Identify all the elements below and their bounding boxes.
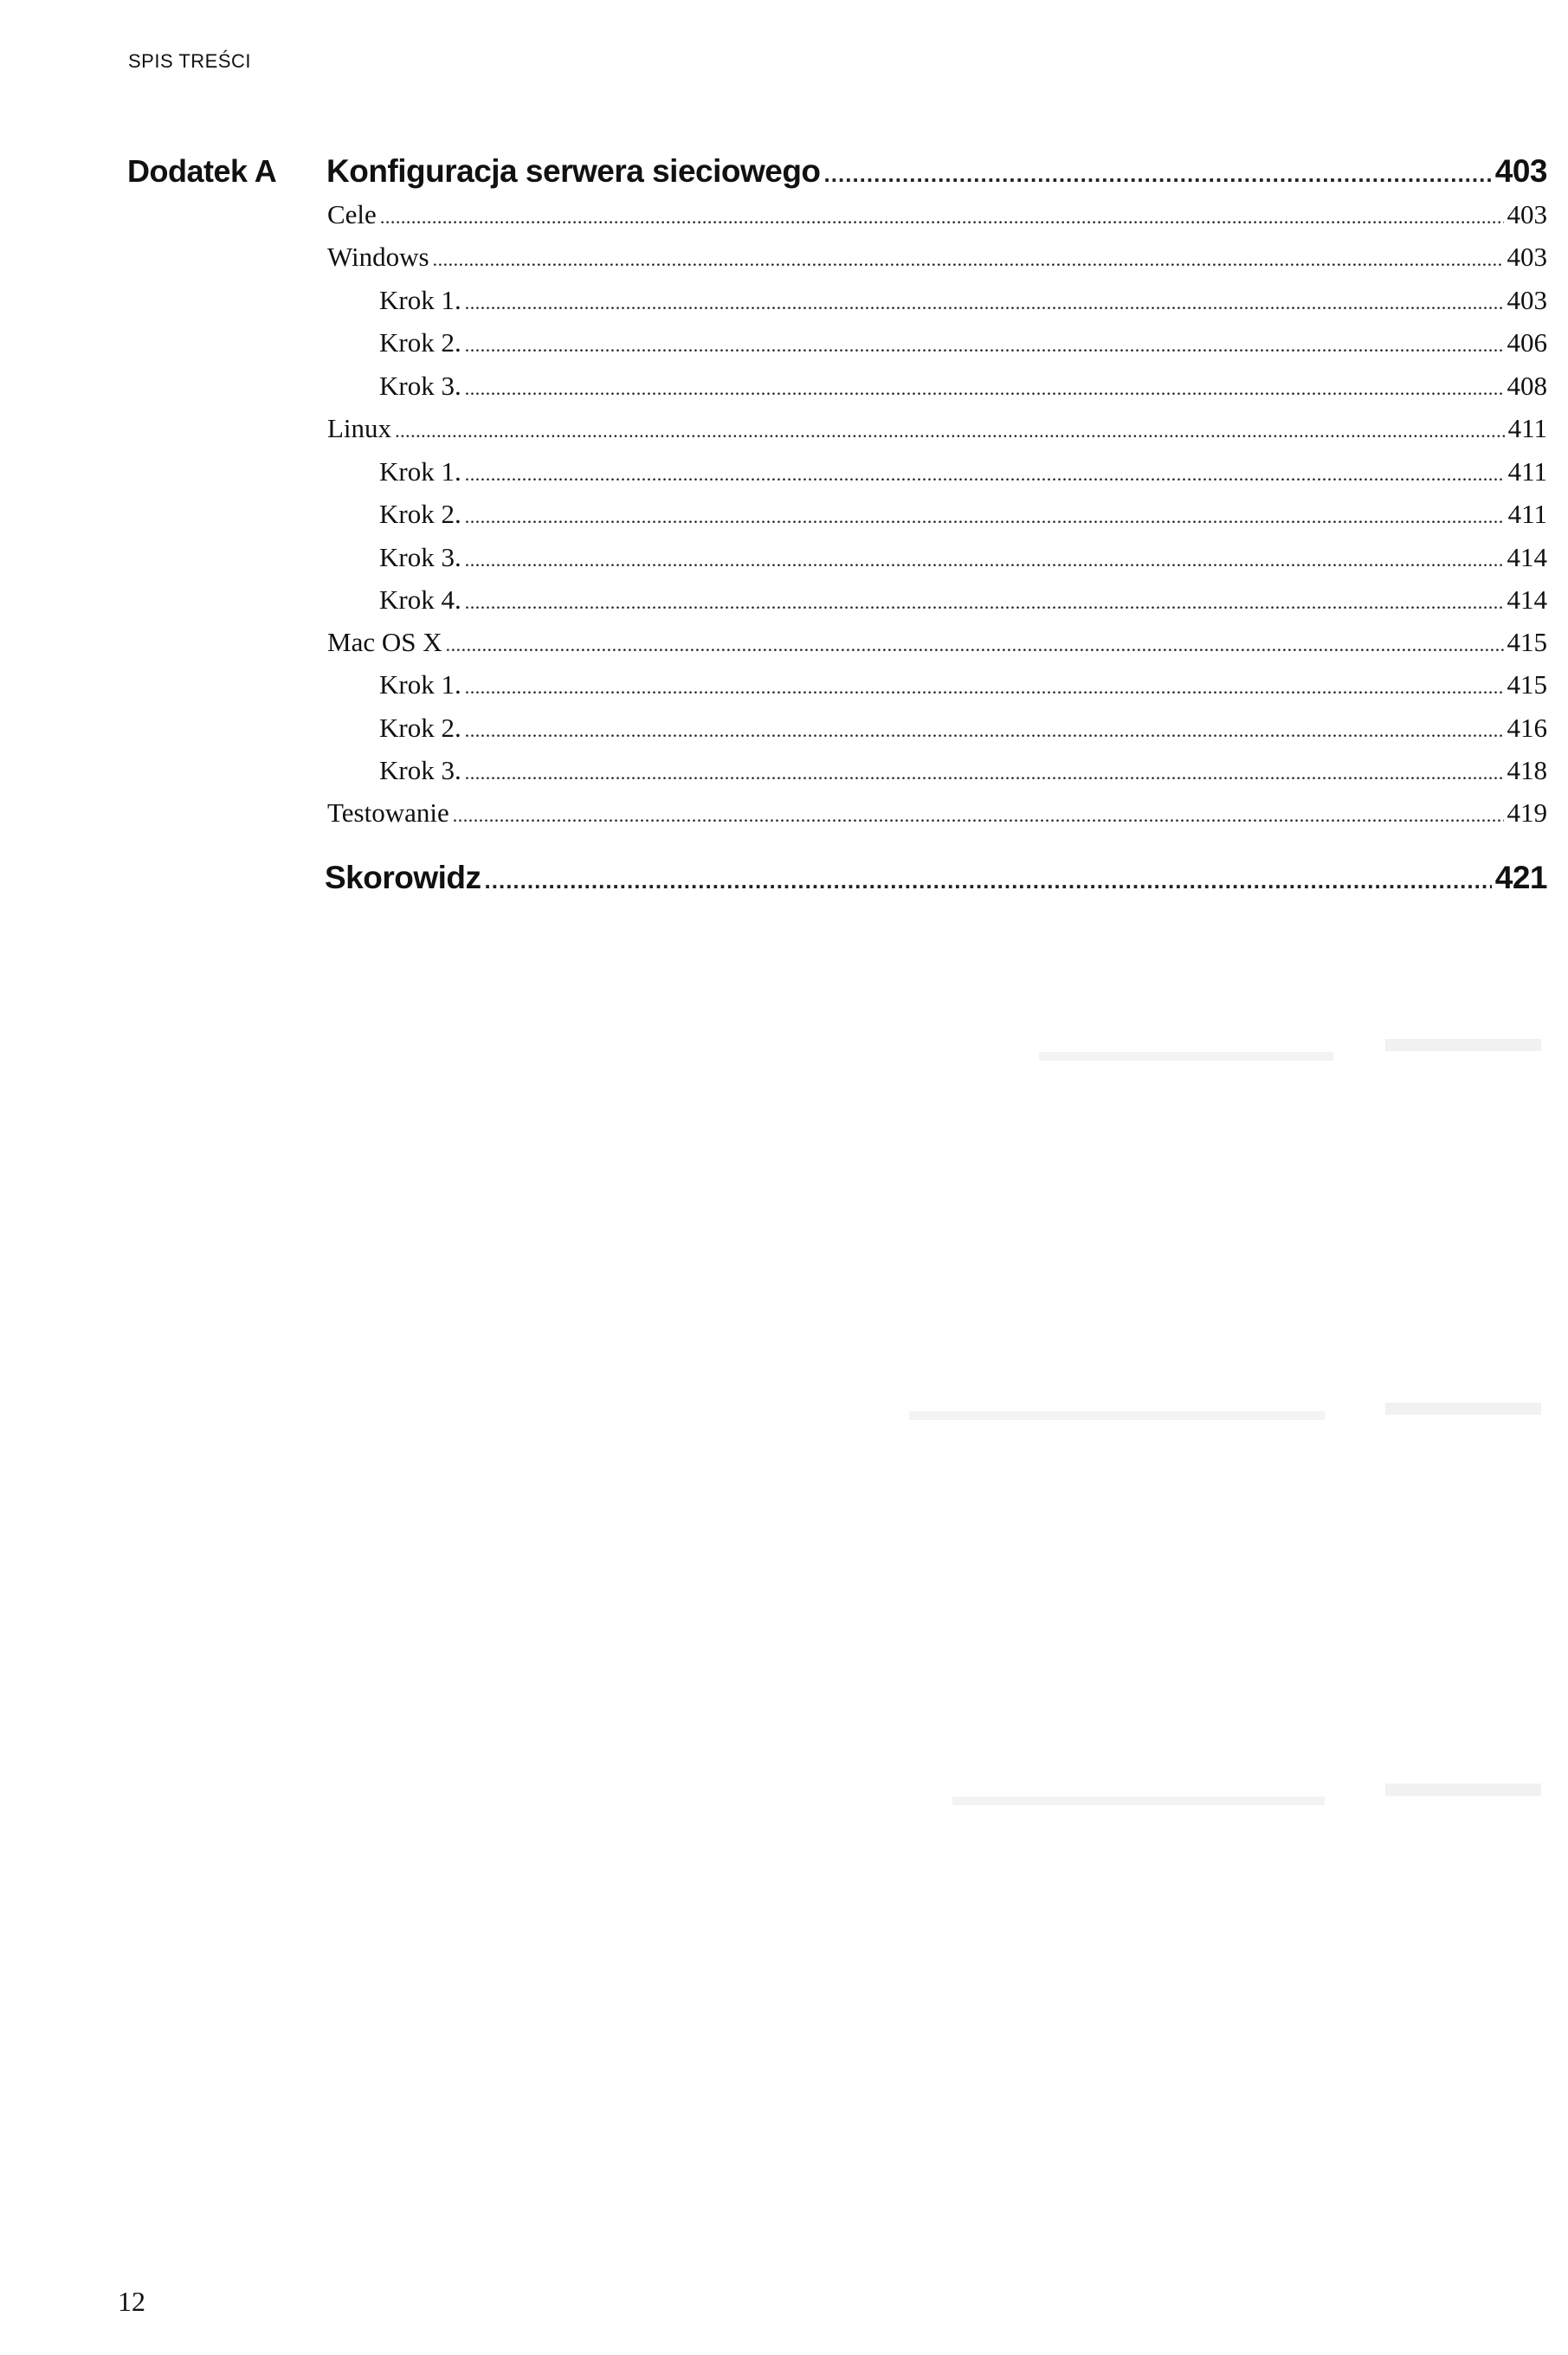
toc-entry-label: Krok 1. bbox=[379, 669, 461, 700]
toc-entry-label: Krok 2. bbox=[379, 713, 461, 743]
toc-entry-label: Krok 1. bbox=[379, 285, 461, 315]
toc-page-number: 418 bbox=[1507, 755, 1547, 785]
leader-dots bbox=[465, 762, 1504, 784]
toc-page-number: 411 bbox=[1507, 413, 1547, 443]
leader-dots bbox=[465, 292, 1504, 314]
toc-subentry[interactable] bbox=[379, 713, 1547, 744]
toc-page-number: 411 bbox=[1507, 499, 1547, 529]
toc-entry[interactable] bbox=[327, 627, 1547, 658]
page-number: 12 bbox=[118, 2286, 145, 2317]
toc-subentry[interactable] bbox=[379, 456, 1547, 487]
toc-entry-label: Krok 1. bbox=[379, 456, 461, 487]
toc-subentry[interactable] bbox=[379, 542, 1547, 573]
toc-page-number: 408 bbox=[1507, 371, 1547, 401]
toc-entry-label: Krok 3. bbox=[379, 755, 461, 785]
toc-index-title: Skorowidz bbox=[325, 860, 481, 895]
leader-dots bbox=[465, 506, 1505, 528]
toc-entry-label: Krok 4. bbox=[379, 584, 461, 615]
leader-dots bbox=[465, 463, 1505, 486]
toc-page-number: 403 bbox=[1494, 153, 1547, 189]
toc-page-number: 403 bbox=[1507, 242, 1547, 272]
leader-dots bbox=[446, 634, 1504, 656]
toc-page-number: 403 bbox=[1507, 199, 1547, 229]
toc-entry-label: Windows bbox=[327, 242, 429, 272]
bleed-mark bbox=[1039, 1052, 1333, 1061]
toc-subentry[interactable] bbox=[379, 755, 1547, 786]
leader-dots bbox=[465, 549, 1504, 571]
toc-section-title: Konfiguracja serwera sieciowego bbox=[326, 153, 821, 189]
toc-page-number: 411 bbox=[1507, 456, 1547, 487]
toc-entry-label: Cele bbox=[327, 199, 377, 229]
leader-dots bbox=[453, 804, 1504, 827]
running-head: SPIS TREŚCI bbox=[128, 50, 252, 72]
toc-subentry[interactable] bbox=[379, 499, 1547, 530]
leader-dots bbox=[380, 206, 1504, 229]
toc-page-number: 414 bbox=[1507, 542, 1547, 572]
leader-dots bbox=[824, 161, 1492, 188]
toc-page-number: 419 bbox=[1507, 797, 1547, 828]
toc-entry[interactable] bbox=[327, 797, 1547, 829]
bleed-mark bbox=[1385, 1039, 1541, 1051]
toc-entry-label: Linux bbox=[327, 413, 392, 443]
toc-subentry[interactable] bbox=[379, 285, 1547, 316]
toc-page-number: 403 bbox=[1507, 285, 1547, 315]
leader-dots bbox=[485, 868, 1492, 894]
leader-dots bbox=[465, 377, 1504, 400]
bleed-mark bbox=[909, 1411, 1325, 1420]
toc-subentry[interactable] bbox=[379, 327, 1547, 358]
bleed-mark bbox=[952, 1797, 1325, 1805]
toc-subentry[interactable] bbox=[379, 584, 1547, 616]
leader-dots bbox=[465, 719, 1504, 742]
toc-section-heading[interactable] bbox=[326, 153, 1547, 190]
toc-subentry[interactable] bbox=[379, 669, 1547, 700]
toc-entry[interactable] bbox=[327, 199, 1547, 230]
leader-dots bbox=[465, 334, 1504, 357]
toc-subentry[interactable] bbox=[379, 371, 1547, 402]
toc-entry[interactable] bbox=[327, 242, 1547, 273]
toc-entry-label: Mac OS X bbox=[327, 627, 442, 657]
toc-page-number: 421 bbox=[1494, 860, 1547, 895]
toc-entry-label: Testowanie bbox=[327, 797, 449, 828]
toc-entry[interactable] bbox=[327, 413, 1547, 444]
toc-page-number: 415 bbox=[1507, 627, 1547, 657]
section-label: Dodatek A bbox=[127, 153, 277, 189]
toc-entry-label: Krok 3. bbox=[379, 542, 461, 572]
toc-page-number: 416 bbox=[1507, 713, 1547, 743]
toc-page-number: 406 bbox=[1507, 327, 1547, 358]
leader-dots bbox=[465, 676, 1504, 699]
bleed-mark bbox=[1385, 1784, 1541, 1796]
toc-page-number: 414 bbox=[1507, 584, 1547, 615]
toc-page-number: 415 bbox=[1507, 669, 1547, 700]
toc-entry-label: Krok 2. bbox=[379, 499, 461, 529]
toc-index-heading[interactable] bbox=[325, 860, 1547, 896]
leader-dots bbox=[433, 248, 1504, 271]
toc-entry-label: Krok 3. bbox=[379, 371, 461, 401]
toc-entry-label: Krok 2. bbox=[379, 327, 461, 358]
bleed-mark bbox=[1385, 1403, 1541, 1415]
leader-dots bbox=[465, 591, 1504, 614]
leader-dots bbox=[395, 420, 1505, 442]
